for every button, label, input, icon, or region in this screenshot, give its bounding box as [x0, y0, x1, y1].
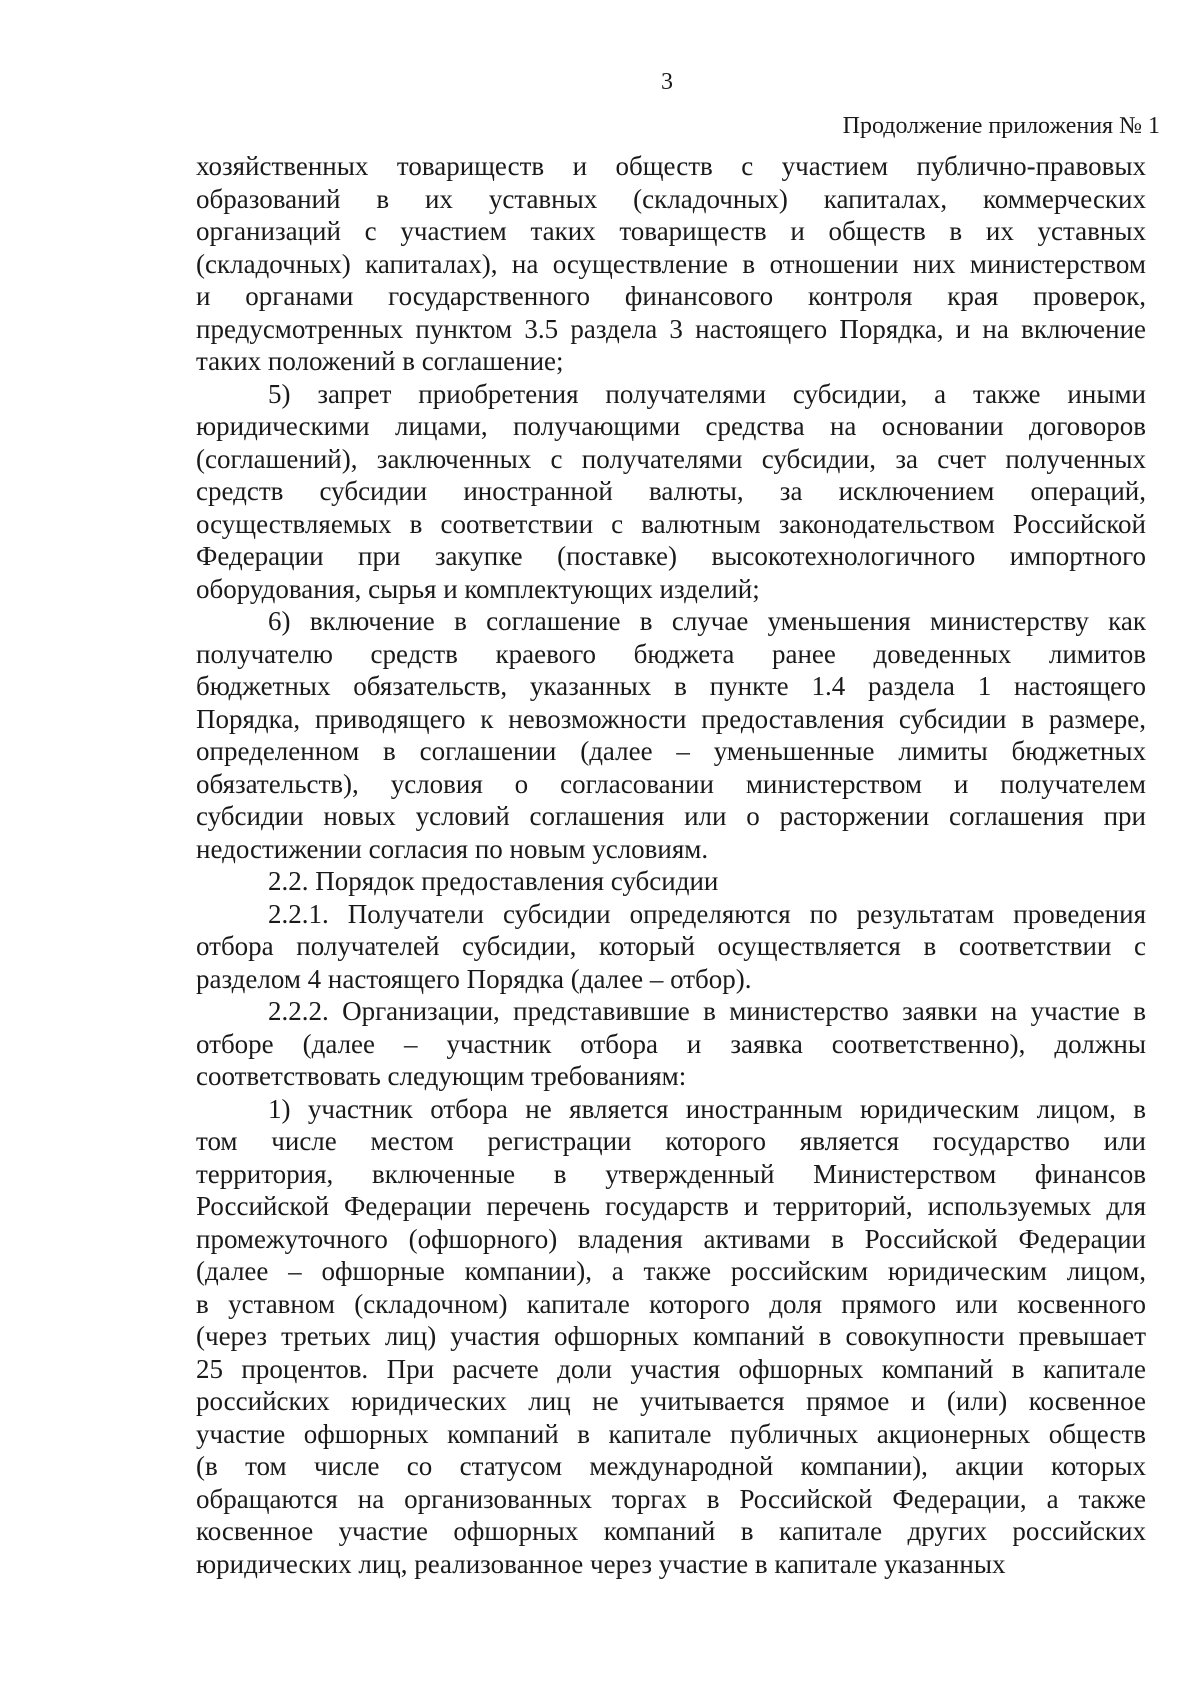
text-line: предусмотренных пунктом 3.5 раздела 3 настоящего Порядка, и на включение — [196, 313, 1146, 344]
text-line: определенном в соглашении (далее – уменьшенные лимиты бюджетных — [196, 736, 1146, 766]
text-line: образований в их уставных (складочных) капиталах, коммерческих — [196, 183, 1146, 214]
text-line: и органами государственного финансового контроля края проверок, — [196, 281, 1146, 311]
text-line: юридическими лицами, получающими средства на основании договоров — [196, 411, 1146, 441]
text-line: 25 процентов. При расчете доли участия офшорных компаний в капитале — [196, 1353, 1146, 1384]
text-line: 6) включение в соглашение в случае уменьшения министерству как — [268, 606, 1146, 636]
paragraph-p-2-2-1 — [196, 898, 1146, 996]
text-line: Порядка, приводящего к невозможности предоставления субсидии в размере, — [196, 703, 1146, 734]
text-line: оборудования, сырья и комплектующих изделий; — [196, 573, 760, 604]
paragraph-p-req-1 — [196, 1093, 1146, 1581]
text-line: средств субсидии иностранной валюты, за исключением операций, — [196, 476, 1146, 506]
text-line: таких положений в соглашение; — [196, 346, 564, 376]
text-line: 2.2.1. Получатели субсидии определяются по результатам проведения — [268, 898, 1146, 929]
appendix-continuation-note: Продолжение приложения № 1 — [842, 113, 1160, 139]
text-line: отборе (далее – участник отбора и заявка соответственно), должны — [196, 1028, 1146, 1059]
text-line: 1) участник отбора не является иностранным юридическим лицом, в — [268, 1093, 1146, 1124]
text-line: обязательств), условия о согласовании министерством и получателем — [196, 768, 1146, 799]
page-number: 3 — [661, 69, 673, 95]
text-line: организаций с участием таких товариществ и обществ в их уставных — [196, 216, 1146, 246]
text-line: юридических лиц, реализованное через участие в капитале указанных — [196, 1548, 1006, 1579]
text-line: (далее – офшорные компании), а также российским юридическим лицом, — [196, 1256, 1146, 1286]
paragraph-p-2-2-2 — [196, 995, 1146, 1093]
text-line: разделом 4 настоящего Порядка (далее – отбор). — [196, 963, 752, 994]
text-line: территория, включенные в утвержденный Министерством финансов — [196, 1158, 1146, 1189]
paragraph-p-item-6 — [196, 605, 1146, 865]
text-line: соответствовать следующим требованиям: — [196, 1061, 687, 1091]
text-line: Российской Федерации перечень государств и территорий, используемых для — [196, 1191, 1146, 1221]
text-line: (складочных) капиталах), на осуществление в отношении них министерством — [196, 248, 1146, 279]
text-line: российских юридических лиц не учитывается прямое и (или) косвенное — [196, 1386, 1146, 1416]
text-line: промежуточного (офшорного) владения активами в Российской Федерации — [196, 1223, 1146, 1254]
text-line: косвенное участие офшорных компаний в капитале других российских — [196, 1516, 1146, 1546]
paragraph-p-2-2 — [196, 865, 1146, 898]
text-line: 5) запрет приобретения получателями субсидии, а также иными — [268, 378, 1146, 409]
text-line: отбора получателей субсидии, который осуществляется в соответствии с — [196, 931, 1146, 961]
text-line: обращаются на организованных торгах в Российской Федерации, а также — [196, 1483, 1146, 1514]
text-line: Федерации при закупке (поставке) высокотехнологичного импортного — [196, 541, 1146, 571]
text-line: 2.2.2. Организации, представившие в министерство заявки на участие в — [268, 996, 1146, 1026]
document-body — [196, 150, 1146, 1580]
text-line: участие офшорных компаний в капитале публичных акционерных обществ — [196, 1418, 1146, 1449]
paragraph-p-item-5 — [196, 378, 1146, 606]
text-line: хозяйственных товариществ и обществ с участием публично-правовых — [196, 151, 1146, 181]
text-line: (соглашений), заключенных с получателями субсидии, за счет полученных — [196, 443, 1146, 474]
text-line: осуществляемых в соответствии с валютным законодательством Российской — [196, 508, 1146, 539]
text-line: субсидии новых условий соглашения или о расторжении соглашения при — [196, 801, 1146, 831]
paragraph-p-continuation — [196, 150, 1146, 378]
text-line: получателю средств краевого бюджета ранее доведенных лимитов — [196, 638, 1146, 669]
text-line: в уставном (складочном) капитале которого доля прямого или косвенного — [196, 1288, 1146, 1319]
text-line: 2.2. Порядок предоставления субсидии — [268, 866, 719, 896]
text-line: том числе местом регистрации которого является государство или — [196, 1126, 1146, 1156]
text-line: (через третьих лиц) участия офшорных компаний в совокупности превышает — [196, 1321, 1146, 1351]
text-line: недостижении согласия по новым условиям. — [196, 833, 709, 864]
text-line: (в том числе со статусом международной компании), акции которых — [196, 1451, 1146, 1481]
text-line: бюджетных обязательств, указанных в пункте 1.4 раздела 1 настоящего — [196, 671, 1146, 701]
